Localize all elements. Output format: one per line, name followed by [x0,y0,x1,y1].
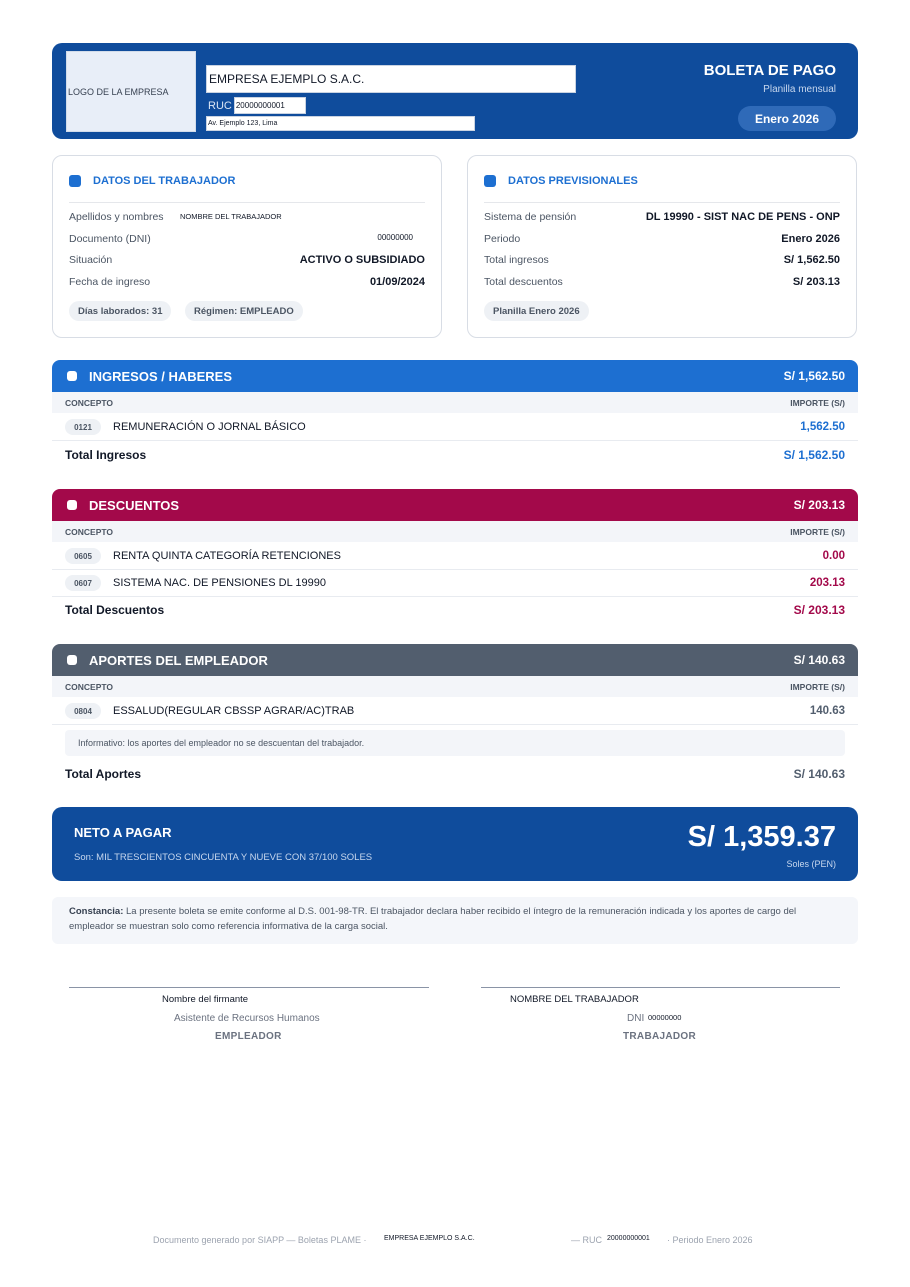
deductions-total-label: Total Descuentos [65,603,165,617]
income-total-value: S/ 1,562.50 [783,448,845,462]
constancia-note [52,897,858,944]
pension-card-title: DATOS PREVISIONALES [508,175,638,187]
income-section-total: S/ 1,562.50 [783,369,845,383]
pension-field-period [484,233,840,249]
employer-section-total: S/ 140.63 [793,653,845,667]
employer-total-value: S/ 140.63 [793,767,845,781]
pension-field-total-deductions [484,276,840,292]
field-label: Total descuentos [484,276,563,288]
logo-text: LOGO DE LA EMPRESA [68,86,169,97]
ruc-label: RUC [208,99,232,112]
field-value: NOMBRE DEL TRABAJADOR [180,212,282,221]
concept-description: ESSALUD(REGULAR CBSSP AGRAR/AC)TRAB [113,705,355,717]
constancia-text: La presente boleta se emite conforme al D.S. 001-98-TR. El trabajador declara haber recibido el íntegro de la remuneración indicada y los aportes de cargo del empleador se muestran solo como referencia informativa de la carga social. [69,906,797,932]
deductions-section-total: S/ 203.13 [793,498,845,512]
section-marker-icon [67,371,77,381]
employer-row [52,698,858,725]
field-value: 00000000 [377,233,413,242]
employer-signature-line [69,987,429,988]
document-subtitle: Planilla mensual [763,84,836,95]
income-total-row [52,444,858,468]
footer-ruc-label: — RUC [571,1235,602,1245]
employer-column-headers [52,676,858,697]
worker-dni-value: 00000000 [648,1013,682,1022]
deductions-column-headers [52,521,858,542]
divider [484,202,840,203]
footer-ruc: 20000000001 [607,1235,650,1242]
footer-generated-by: Documento generado por SIAPP — Boletas PLAME · [153,1235,367,1245]
concept-description: RENTA QUINTA CATEGORÍA RETENCIONES [113,550,341,562]
worker-field-start-date [69,276,425,292]
employer-total-row [52,763,858,787]
worker-field-name [69,211,425,227]
deductions-total-value: S/ 203.13 [793,603,845,617]
amount-column-header: IMPORTE (S/) [790,527,845,537]
employer-section-title: APORTES DEL EMPLEADOR [89,652,268,668]
constancia-label: Constancia: [69,906,124,917]
income-row [52,414,858,441]
income-column-headers [52,392,858,413]
concept-amount: 1,562.50 [800,421,845,433]
field-label: Total ingresos [484,254,549,266]
net-pay-currency: Soles (PEN) [786,859,836,869]
company-name-field[interactable]: EMPRESA EJEMPLO S.A.C. [206,65,576,93]
field-value: ACTIVO O SUBSIDIADO [299,254,425,266]
pension-data-card [467,155,857,338]
employer-info-note: Informativo: los aportes del empleador no se descuentan del trabajador. [65,730,845,756]
company-logo-placeholder [66,51,196,132]
net-pay-amount: S/ 1,359.37 [687,821,836,853]
amount-column-header: IMPORTE (S/) [790,398,845,408]
deduction-row [52,543,858,570]
section-marker-icon [69,175,81,187]
field-value: S/ 203.13 [792,276,840,288]
address-field[interactable]: Av. Ejemplo 123, Lima [206,116,475,131]
field-label: Sistema de pensión [484,211,577,223]
income-section-header [52,360,858,392]
field-value: S/ 1,562.50 [783,254,840,266]
concept-column-header: CONCEPTO [65,527,114,537]
field-value: Enero 2026 [781,233,840,245]
worker-card-header [69,175,235,187]
concept-description: SISTEMA NAC. DE PENSIONES DL 19990 [113,577,326,589]
worker-card-title: DATOS DEL TRABAJADOR [93,175,236,187]
employer-section-header [52,644,858,676]
income-total-label: Total Ingresos [65,448,147,462]
concept-column-header: CONCEPTO [65,398,114,408]
days-worked-chip: Días laborados: 31 [69,301,171,321]
field-value: 01/09/2024 [369,276,425,288]
concept-column-header: CONCEPTO [65,682,114,692]
ruc-field[interactable]: 20000000001 [234,97,306,114]
concept-code-badge: 0605 [65,548,101,564]
deductions-section-title: DESCUENTOS [89,497,180,513]
concept-code-badge: 0804 [65,703,101,719]
section-marker-icon [67,655,77,665]
concept-code-badge: 0607 [65,575,101,591]
section-marker-icon [67,500,77,510]
period-badge: Enero 2026 [738,106,836,131]
footer-period: · Periodo Enero 2026 [667,1235,753,1245]
worker-field-dni [69,233,425,249]
net-pay-words: Son: MIL TRESCIENTOS CINCUENTA Y NUEVE CON 37/100 SOLES [74,852,373,863]
employer-role-label: EMPLEADOR [215,1031,282,1042]
concept-description: REMUNERACIÓN O JORNAL BÁSICO [113,421,306,433]
pension-field-total-income [484,254,840,270]
field-label: Apellidos y nombres [69,211,164,223]
net-pay-label: NETO A PAGAR [74,825,172,840]
pension-field-system [484,211,840,227]
regime-chip: Régimen: EMPLEADO [185,301,303,321]
worker-role-label: TRABAJADOR [623,1031,696,1042]
worker-dni-label: DNI [627,1013,645,1024]
deduction-row [52,570,858,597]
field-label: Documento (DNI) [69,233,151,245]
employer-total-label: Total Aportes [65,767,142,781]
income-section-title: INGRESOS / HABERES [89,368,233,384]
ruc-row [208,97,306,114]
field-label: Periodo [484,233,521,245]
concept-code-badge: 0121 [65,419,101,435]
section-marker-icon [484,175,496,187]
worker-data-card [52,155,442,338]
field-value: DL 19990 - SIST NAC DE PENS - ONP [645,211,840,223]
field-label: Fecha de ingreso [69,276,151,288]
employer-signer-position: Asistente de Recursos Humanos [174,1013,320,1024]
amount-column-header: IMPORTE (S/) [790,682,845,692]
concept-amount: 203.13 [809,577,845,589]
worker-signer-name: NOMBRE DEL TRABAJADOR [510,994,639,1005]
employer-signer-name: Nombre del firmante [162,994,249,1005]
deductions-section-header [52,489,858,521]
divider [69,202,425,203]
worker-field-status [69,254,425,270]
net-pay-panel [52,807,858,881]
document-title: BOLETA DE PAGO [703,62,836,79]
concept-amount: 140.63 [809,705,845,717]
footer-company: EMPRESA EJEMPLO S.A.C. [384,1235,475,1242]
field-label: Situación [69,254,113,266]
document-header [52,43,858,139]
concept-amount: 0.00 [822,550,845,562]
payroll-period-chip: Planilla Enero 2026 [484,301,589,321]
pension-card-header [484,175,638,187]
deductions-total-row [52,599,858,623]
worker-signature-line [481,987,840,988]
